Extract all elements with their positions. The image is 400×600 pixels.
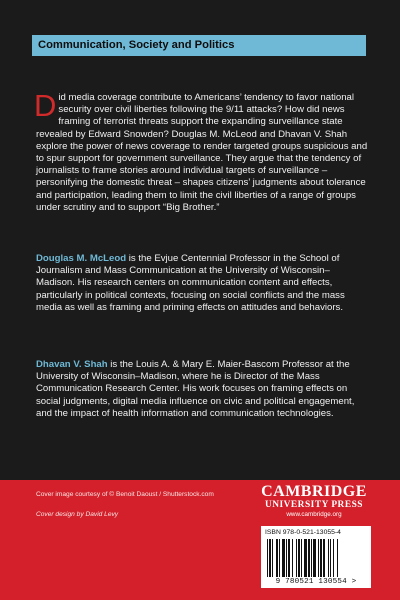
publisher-logo (258, 483, 370, 519)
author-name: Douglas M. McLeod (36, 253, 127, 264)
publisher-subname: UNIVERSITY PRESS (264, 500, 364, 510)
drop-cap: D (34, 88, 57, 123)
publisher-name: CAMBRIDGE (261, 483, 367, 500)
series-title: Communication, Society and Politics (32, 35, 366, 56)
publisher-url: www.cambridge.org (286, 511, 342, 518)
author-bio-text: is the Louis A. & Mary E. Maier-Bascom Professor at the University of Wisconsin–Madison, where he is Director of the Mass Communication Research Center. His work focuses on framing effects on social judgments, digital media influence on civic and political engagement, and the impact of health information and communication technologies. (36, 359, 355, 419)
cover-design-credit: Cover design by David Levy (36, 511, 119, 518)
isbn-label: ISBN 978-0-521-13055-4 (265, 529, 341, 536)
author-bio-shah (36, 359, 368, 420)
barcode-icon (265, 539, 367, 579)
cover-image-credit: Cover image courtesy of © Benoit Daoust / Shutterstock.com (36, 491, 214, 498)
description-paragraph (34, 88, 368, 214)
barcode-digits: 9 780521 130554 > (275, 578, 357, 586)
isbn-barcode-box (261, 526, 371, 588)
author-bio-mcleod (36, 253, 368, 314)
author-name: Dhavan V. Shah (36, 359, 108, 370)
description-text: id media coverage contribute to Americans’ tendency to favor national security over civil liberties following the 9/11 attacks? How did news framing of terrorist threats support the expanding surveillance state revealed by Edward Snowden? Douglas M. McLeod and Dhavan V. Shah explore the power of news coverage to render targeted groups suspicious and to spur support for government surveillance. They argue that the tendency of journalists to frame stories around individual targets of surveillance – personifying the domestic threat – shapes citizens’ judgments about tolerance and participation, leading them to limit the civil liberties of a range of groups under scrutiny and to support “Big Brother.” (36, 92, 368, 213)
author-bio-text: is the Evjue Centennial Professor in the School of Journalism and Mass Communication at the University of Wisconsin–Madison. His research centers on communication content and effects, particularly in political contexts, focusing on social conflicts and the mass media as well as framing and priming effects on attitudes and behaviors. (36, 253, 345, 313)
